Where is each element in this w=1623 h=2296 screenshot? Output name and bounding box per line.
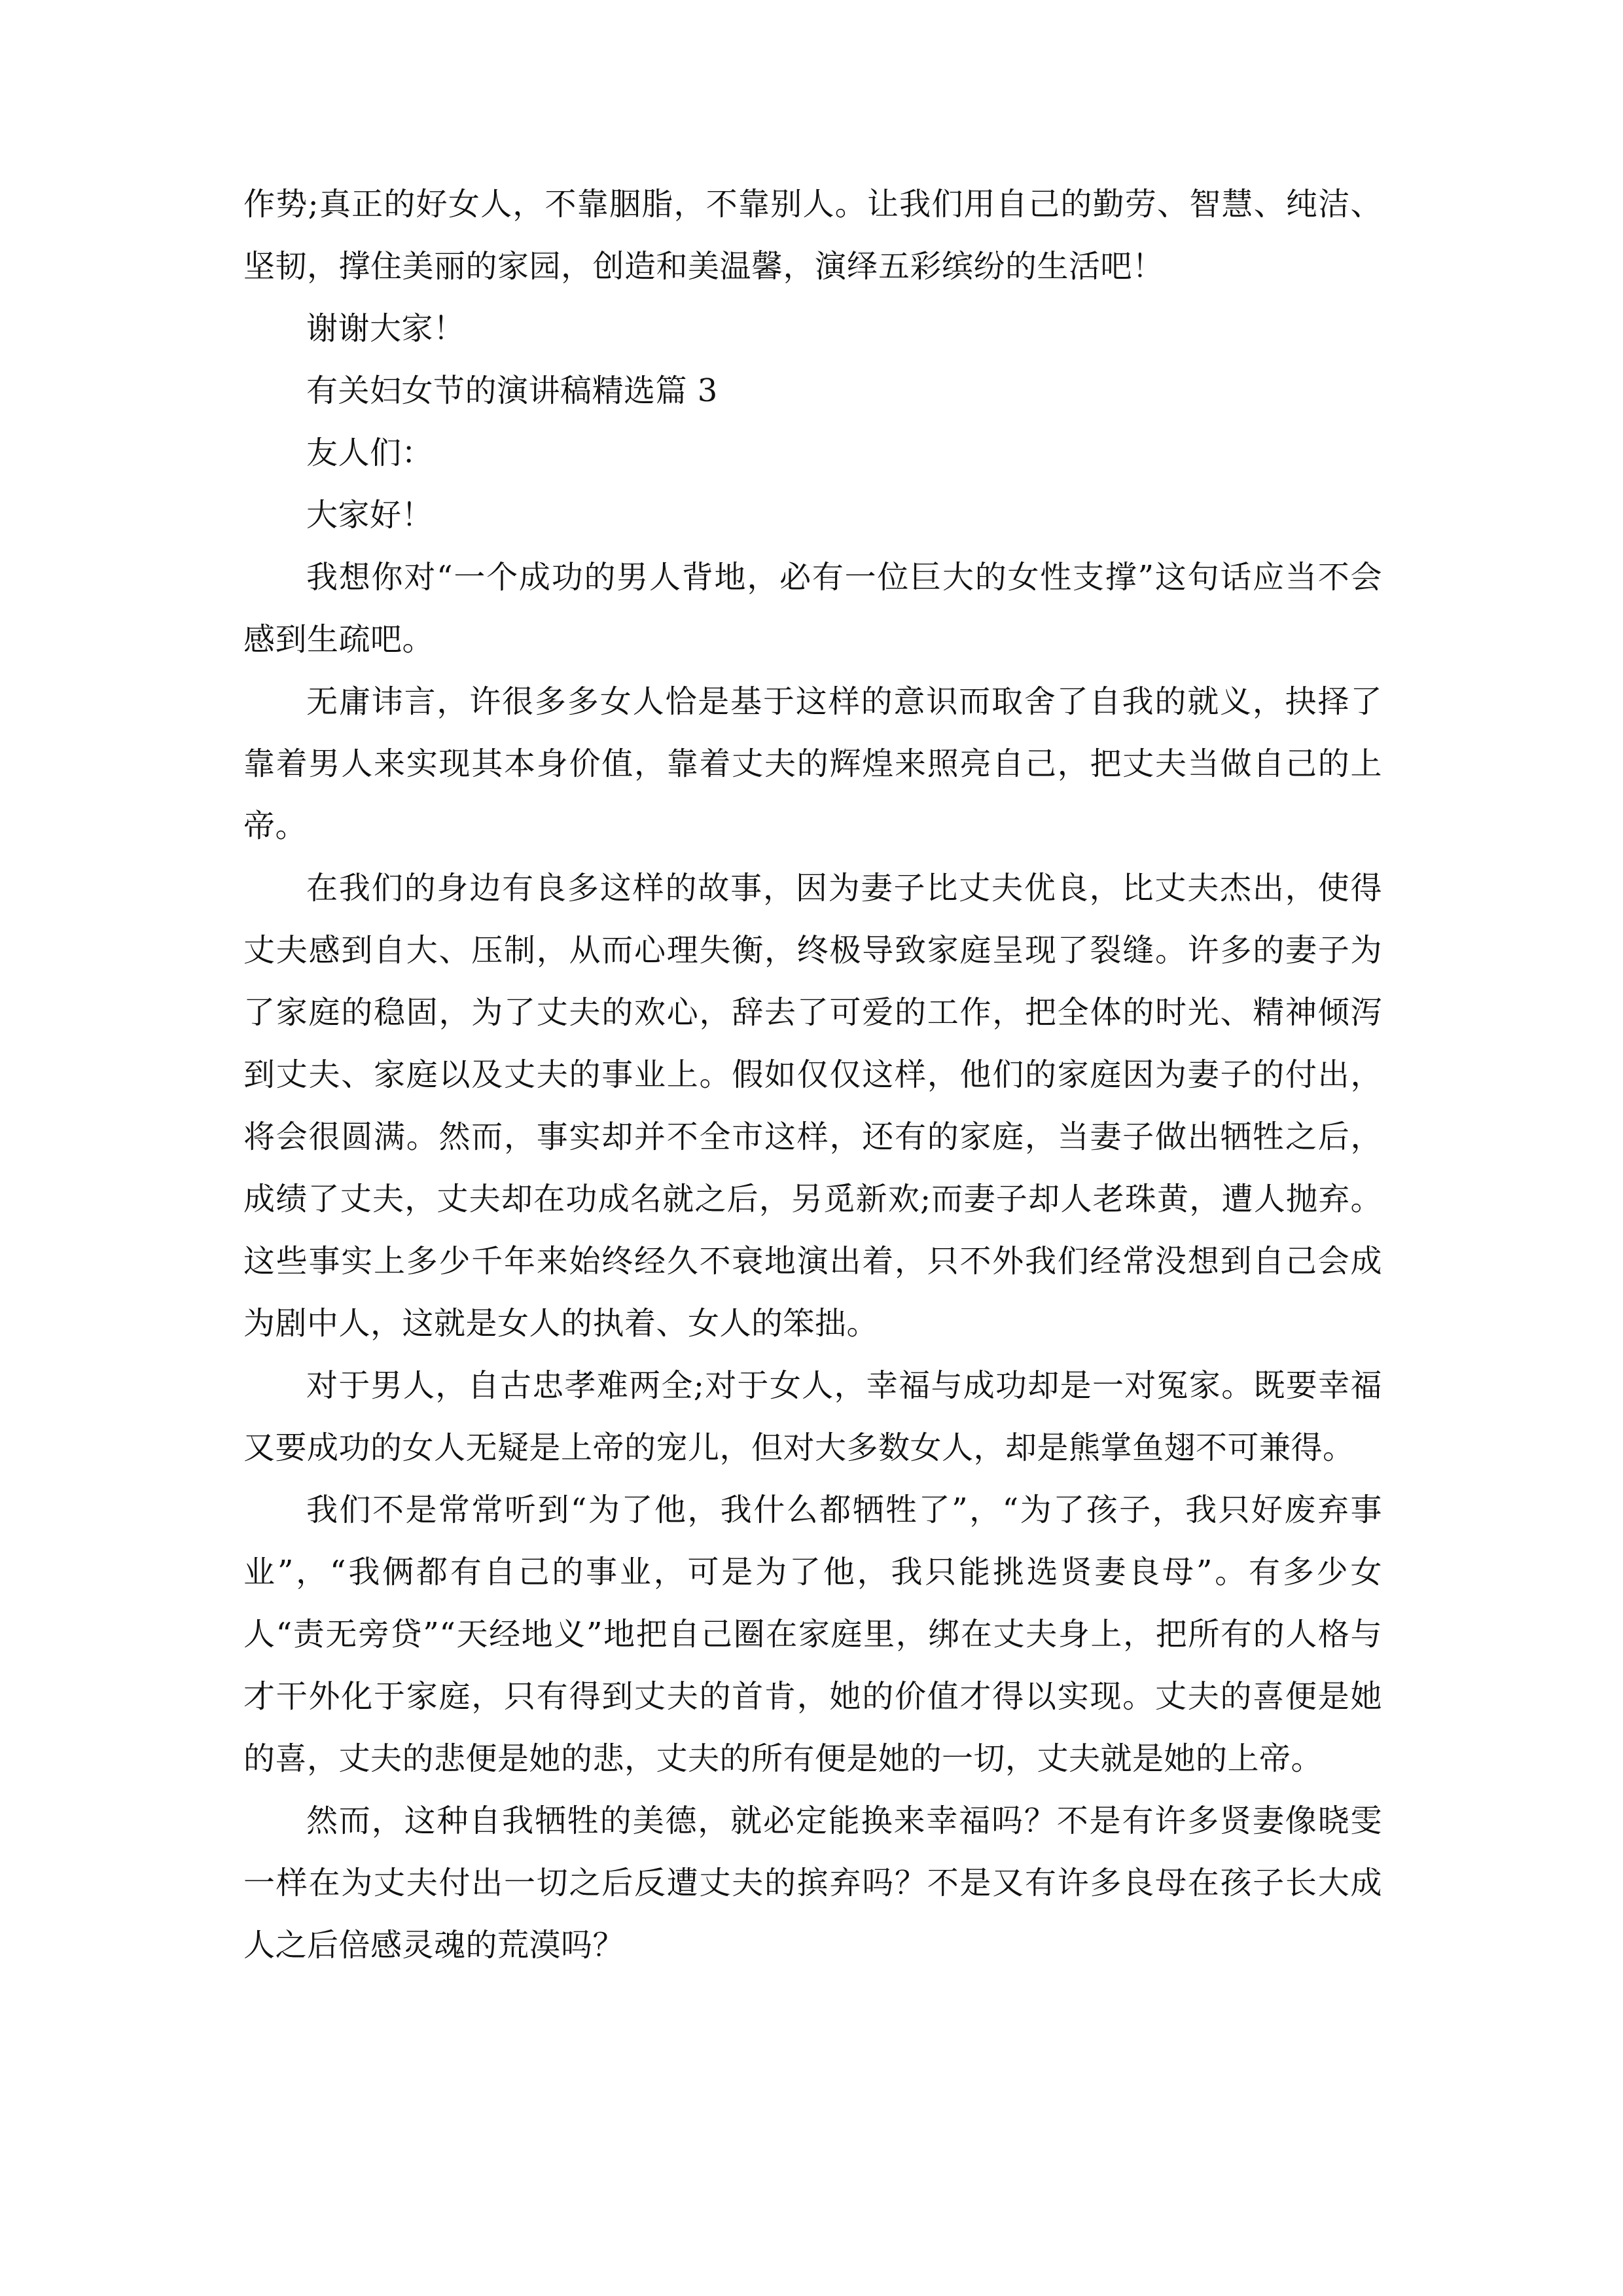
paragraph-body: 在我们的身边有良多这样的故事，因为妻子比丈夫优良，比丈夫杰出，使得丈夫感到自大、压制，从而心理失衡，终极导致家庭呈现了裂缝。许多的妻子为了家庭的稳固，为了丈夫的欢心，辞去了可爱的工作，把全体的时光、精神倾泻到丈夫、家庭以及丈夫的事业上。假如仅仅这样，他们的家庭因为妻子的付出，将会很圆满。然而，事实却并不全市这样，还有的家庭，当妻子做出牺牲之后，成绩了丈夫，丈夫却在功成名就之后，另觅新欢;而妻子却人老珠黄，遭人抛弃。这些事实上多少千年来始终经久不衰地演出着，只不外我们经常没想到自己会成为剧中人，这就是女人的执着、女人的笨拙。 (243, 870, 1382, 1342)
paragraph-thanks: 谢谢大家！ (306, 310, 465, 347)
paragraph-body: 我们不是常常听到“为了他，我什么都牺牲了”，“为了孩子，我只好废弃事业”，“我俩都有自己的事业，可是为了他，我只能挑选贤妻良母”。有多少女人“责无旁贷”“天经地义”地把自己圈在家庭里，绑在丈夫身上，把所有的人格与才干外化于家庭，只有得到丈夫的首肯，她的价值才得以实现。丈夫的喜便是她的喜，丈夫的悲便是她的悲，丈夫的所有便是她的一切，丈夫就是她的上帝。 (243, 1492, 1382, 1777)
paragraph-greeting: 大家好！ (306, 497, 434, 533)
document-body (243, 173, 1382, 1977)
paragraph-continuation: 作势;真正的好女人，不靠胭脂，不靠别人。让我们用自己的勤劳、智慧、纯洁、坚韧，撑住美丽的家园，创造和美温馨，演绎五彩缤纷的生活吧！ (243, 186, 1382, 285)
paragraph-body: 我想你对“一个成功的男人背地，必有一位巨大的女性支撑”这句话应当不会感到生疏吧。 (243, 559, 1382, 658)
section-title: 有关妇女节的演讲稿精选篇 3 (306, 372, 718, 409)
paragraph-body: 对于男人，自古忠孝难两全;对于女人，幸福与成功却是一对冤家。既要幸福又要成功的女人无疑是上帝的宠儿，但对大多数女人，却是熊掌鱼翅不可兼得。 (243, 1367, 1382, 1466)
paragraph-salutation: 友人们： (306, 435, 434, 471)
paragraph-body: 无庸讳言，许很多多女人恰是基于这样的意识而取舍了自我的就义，抉择了靠着男人来实现其本身价值，靠着丈夫的辉煌来照亮自己，把丈夫当做自己的上帝。 (243, 683, 1382, 844)
paragraph-body: 然而，这种自我牺牲的美德，就必定能换来幸福吗？不是有许多贤妻像晓雯一样在为丈夫付出一切之后反遭丈夫的摈弃吗？不是又有许多良母在孩子长大成人之后倍感灵魂的荒漠吗？ (243, 1803, 1382, 1964)
